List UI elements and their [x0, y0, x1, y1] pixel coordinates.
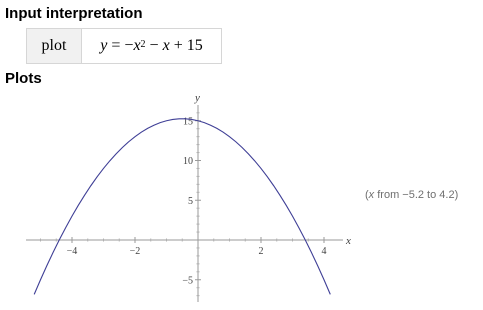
- y-axis-label: y: [195, 92, 200, 104]
- x-axis-label: x: [346, 235, 351, 247]
- plot-ticks: [41, 113, 327, 296]
- plot-curve-group: [34, 119, 330, 295]
- expr-rest-sign: −: [145, 37, 163, 54]
- x-tick-label: −2: [129, 246, 141, 257]
- expr-exponent: 2: [140, 38, 146, 50]
- expr-equals: =: [107, 37, 125, 54]
- expr-rest-const: + 15: [169, 37, 203, 54]
- expr-rest-var: x: [162, 37, 170, 54]
- interpretation-label: plot: [27, 29, 82, 63]
- input-interpretation-title: Input interpretation: [5, 5, 143, 22]
- expr-neg: −: [124, 37, 134, 54]
- x-tick-label: 2: [258, 246, 264, 257]
- y-tick-label: 10: [183, 156, 193, 167]
- expr-var: x: [133, 37, 141, 54]
- expr-lhs: y: [100, 37, 108, 54]
- range-var: x: [368, 189, 375, 201]
- y-tick-label: 5: [188, 195, 193, 207]
- x-tick-label: −4: [66, 246, 78, 257]
- y-tick-label: −5: [182, 275, 193, 287]
- parabola-curve: [34, 119, 330, 295]
- range-text: from −5.2 to 4.2): [374, 189, 459, 201]
- plots-title: Plots: [5, 70, 42, 87]
- x-range-note: [365, 189, 458, 201]
- x-tick-label: 4: [321, 246, 327, 257]
- y-tick-label: 15: [183, 116, 193, 128]
- range-open: (: [365, 189, 369, 201]
